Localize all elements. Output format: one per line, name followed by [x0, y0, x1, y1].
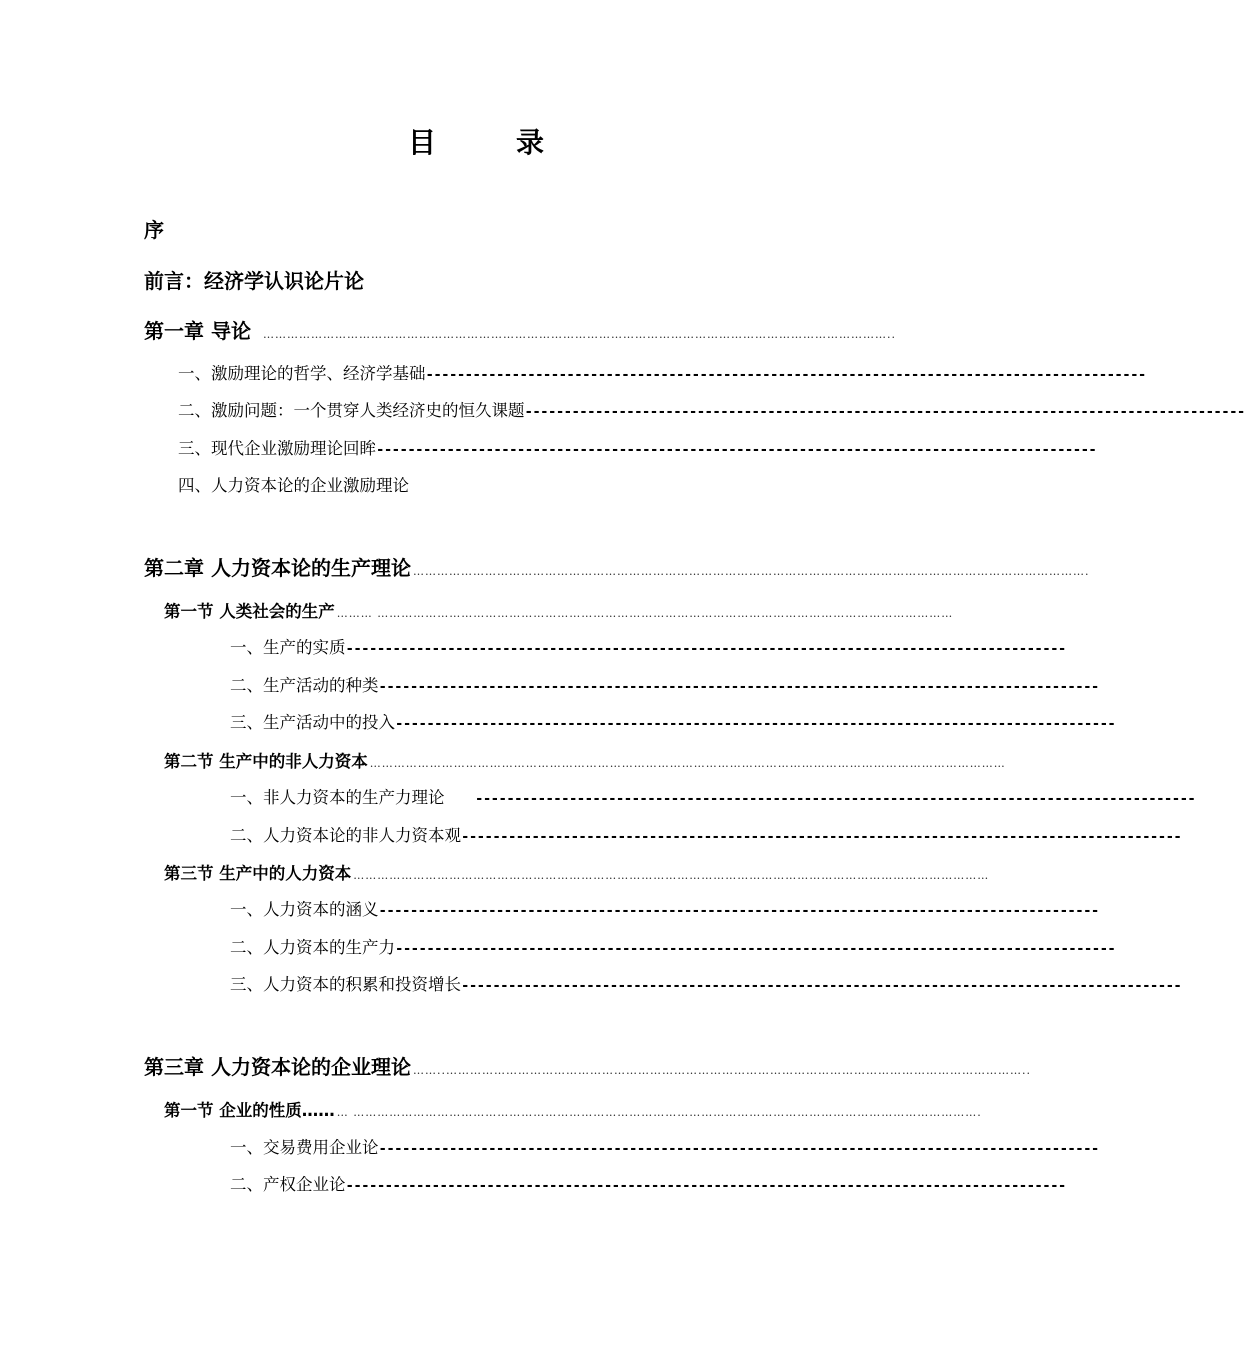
toc-leader: -------------------------------------------------------------------------------------------- — [461, 978, 1182, 994]
toc-item[interactable] — [178, 435, 1097, 459]
toc-leader: -------------------------------------------------------------------------------------------- — [395, 941, 1116, 957]
toc-item[interactable] — [230, 672, 1099, 696]
page-title: 目 录 — [407, 126, 570, 159]
toc-leader: -------------------------------------------------------------------------------------------- — [461, 829, 1182, 845]
toc-item[interactable] — [230, 784, 1196, 808]
toc-chapter-title: 第三章 人力资本论的企业理论 — [144, 1055, 411, 1079]
toc-leader: -------------------------------------------------------------------------------------------- — [378, 1141, 1099, 1157]
toc-chapter-1[interactable] — [144, 315, 896, 344]
toc-section[interactable] — [164, 748, 1006, 772]
toc-leader: …………………………………………………………………………………………………………………………………………… — [353, 869, 990, 882]
toc-entry-label: 前言：经济学认识论片论 — [144, 269, 364, 293]
toc-item-label: 三、现代企业激励理论回眸 — [178, 439, 376, 458]
toc-leader: ………………………………………………………………………………………………………………………………………….. — [262, 328, 896, 341]
toc-item-label: 二、人力资本的生产力 — [230, 938, 395, 957]
toc-item[interactable] — [230, 822, 1182, 846]
toc-item[interactable] — [178, 472, 774, 496]
toc-item-label: 三、人力资本的积累和投资增长 — [230, 975, 461, 994]
toc-leader: …………………………………………………………………………………………………………………………………………… — [369, 757, 1006, 770]
toc-leader: -------------------------------------------------------------------------------------------- — [345, 1178, 1066, 1194]
toc-item-label: 二、人力资本论的非人力资本观 — [230, 826, 461, 845]
toc-leader: ……… ……………………………………………………………………………………………………………………………… — [336, 607, 954, 620]
toc-leader: -------------------------------------------------------------------------------------------- — [425, 367, 1146, 383]
toc-entry-foreword[interactable] — [144, 265, 364, 294]
toc-section[interactable] — [164, 598, 954, 622]
toc-entry-preface[interactable] — [144, 214, 164, 243]
toc-item-label: 一、人力资本的涵义 — [230, 900, 379, 919]
toc-leader: … …………………………………………………………………………………………………………………………………………. — [336, 1106, 982, 1119]
toc-section-title: 第一节 人类社会的生产 — [164, 602, 335, 621]
toc-chapter-title: 第一章 导论 — [144, 319, 251, 343]
toc-item-label: 一、交易费用企业论 — [230, 1138, 379, 1157]
toc-item-label: 二、激励问题：一个贯穿人类经济史的恒久课题 — [178, 401, 525, 420]
toc-item[interactable] — [230, 709, 1116, 733]
toc-section-title: 第三节 生产中的人力资本 — [164, 864, 352, 883]
toc-entry-label: 序 — [144, 218, 164, 242]
toc-item[interactable] — [230, 896, 1099, 920]
toc-leader: ……..……………………………………………………………………………………………………………………………….. — [412, 1064, 1031, 1077]
toc-item[interactable] — [230, 1171, 1066, 1195]
toc-chapter-title: 第二章 人力资本论的生产理论 — [144, 556, 411, 580]
toc-chapter-2[interactable] — [144, 552, 1090, 581]
toc-item-label: 二、产权企业论 — [230, 1175, 346, 1194]
toc-item-label: 四、人力资本论的企业激励理论 — [178, 476, 409, 495]
toc-leader: -------------------------------------------------------------------------------------------- — [376, 442, 1097, 458]
toc-item[interactable] — [230, 971, 1182, 995]
toc-leader: -------------------------------------------------------------------------------------------- — [345, 641, 1066, 657]
toc-section[interactable] — [164, 1097, 982, 1121]
toc-item-label: 一、非人力资本的生产力理论 — [230, 788, 461, 807]
toc-leader: -------------------------------------------------------------------------------------------- — [395, 716, 1116, 732]
toc-item[interactable] — [230, 934, 1116, 958]
toc-section-title: 第一节 企业的性质…… — [164, 1101, 335, 1120]
toc-item[interactable] — [230, 1134, 1099, 1158]
toc-item-label: 二、生产活动的种类 — [230, 676, 379, 695]
toc-item[interactable] — [178, 397, 1245, 421]
toc-leader: -------------------------------------------------------------------------------------------- — [378, 903, 1099, 919]
toc-item-label: 三、生产活动中的投入 — [230, 713, 395, 732]
toc-item[interactable] — [230, 634, 1066, 658]
toc-item-label: 一、生产的实质 — [230, 638, 346, 657]
toc-leader: -------------------------------------------------------------------------------------------- — [475, 791, 1196, 807]
toc-section[interactable] — [164, 860, 990, 884]
toc-leader: -------------------------------------------------------------------------------------------- — [524, 404, 1245, 420]
toc-leader: ……………………………………………………………………………………………………………………………………………………. — [412, 565, 1090, 578]
toc-item[interactable] — [178, 360, 1146, 384]
toc-item-label: 一、激励理论的哲学、经济学基础 — [178, 364, 426, 383]
toc-section-title: 第二节 生产中的非人力资本 — [164, 752, 368, 771]
toc-chapter-3[interactable] — [144, 1051, 1031, 1080]
toc-leader: -------------------------------------------------------------------------------------------- — [378, 679, 1099, 695]
